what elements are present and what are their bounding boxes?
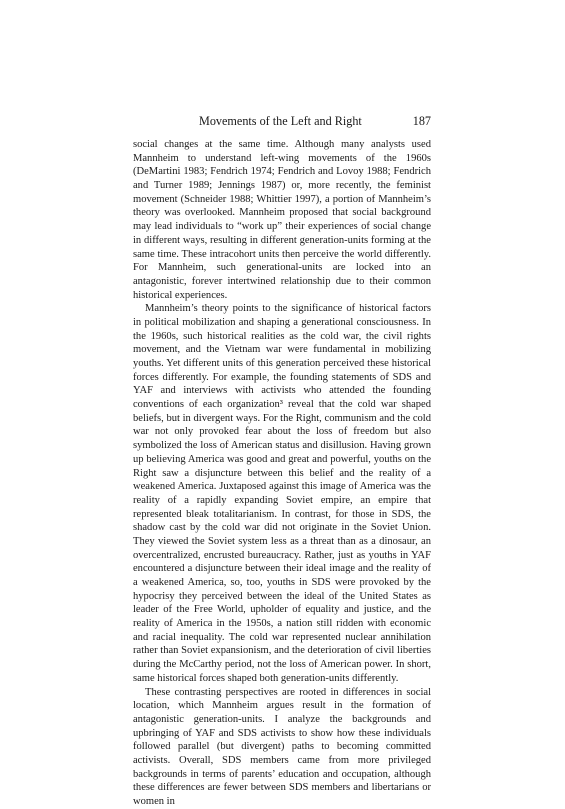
page-number: 187 [412,114,431,128]
body-text [133,138,431,809]
running-header [133,113,431,129]
paragraph: Mannheim’s theory points to the significance of historical factors in political mobilization and shaping a generational consciousness. In the 1960s, such historical realities as the cold war, the civil rights movement, and the Vietnam war were fundamental in mobilizing youths. Yet different units of this generation perceived these historical forces differently. For example, the founding statements of SDS and YAF and interviews with activists who attended the founding conventions of each organization³ reveal that the cold war shaped beliefs, but in divergent ways. For the Right, communism and the cold war not only provoked fear about the loss of freedom but also symbolized the loss of American status and disillusion. Having grown up believing America was good and great and powerful, youths on the Right saw a disjuncture between this belief and the reality of a weakened America. Juxtaposed against this image of America was the reality of a rapidly expanding Soviet empire, an empire that represented bleak totalitarianism. In contrast, for those in SDS, the shadow cast by the cold war did not originate in the Soviet Union. They viewed the Soviet system less as a threat than as a dinosaur, an overcentralized, encrusted bureaucracy. Rather, just as youths in YAF encountered a disjuncture between their ideal image and the reality of a weakened America, so, too, youths in SDS were provoked by the hypocrisy they perceived between the ideal of the United States as leader of the Free World, upholder of equality and justice, and the reality of America in the 1950s, a nation still ridden with economic and racial inequality. The cold war represented nuclear annihilation rather than Soviet expansionism, and the deterioration of civil liberties during the McCarthy period, not the loss of American power. In short, same historical forces shaped both generation-units differently. [133,303,431,684]
paragraph: These contrasting perspectives are rooted in differences in social location, which Mannheim argues result in the formation of antagonistic generation-units. I analyze the backgrounds and upbringing of YAF and SDS activists to show how these individuals followed parallel (but divergent) paths to becoming committed activists. Overall, SDS members came from more privileged backgrounds in terms of parents’ education and occupation, although these differences are fewer between SDS members and libertarians or women in [133,686,431,807]
running-title: Movements of the Left and Right [199,114,362,128]
paragraph: social changes at the same time. Although many analysts used Mannheim to understand left-wing movements of the 1960s (DeMartini 1983; Fendrich 1974; Fendrich and Lovoy 1988; Fendrich and Turner 1989; Jennings 1987) or, more recently, the feminist movement (Schneider 1988; Whittier 1997), a portion of Mannheim’s theory was overlooked. Mannheim proposed that social background may lead individuals to “work up” their experiences of social change in different ways, resulting in different generation-units forming at the same time. These intracohort units then perceive the world differently. For Mannheim, such generational-units are locked into an antagonistic, forever intertwined relationship due to their common historical experiences. [133,139,431,301]
